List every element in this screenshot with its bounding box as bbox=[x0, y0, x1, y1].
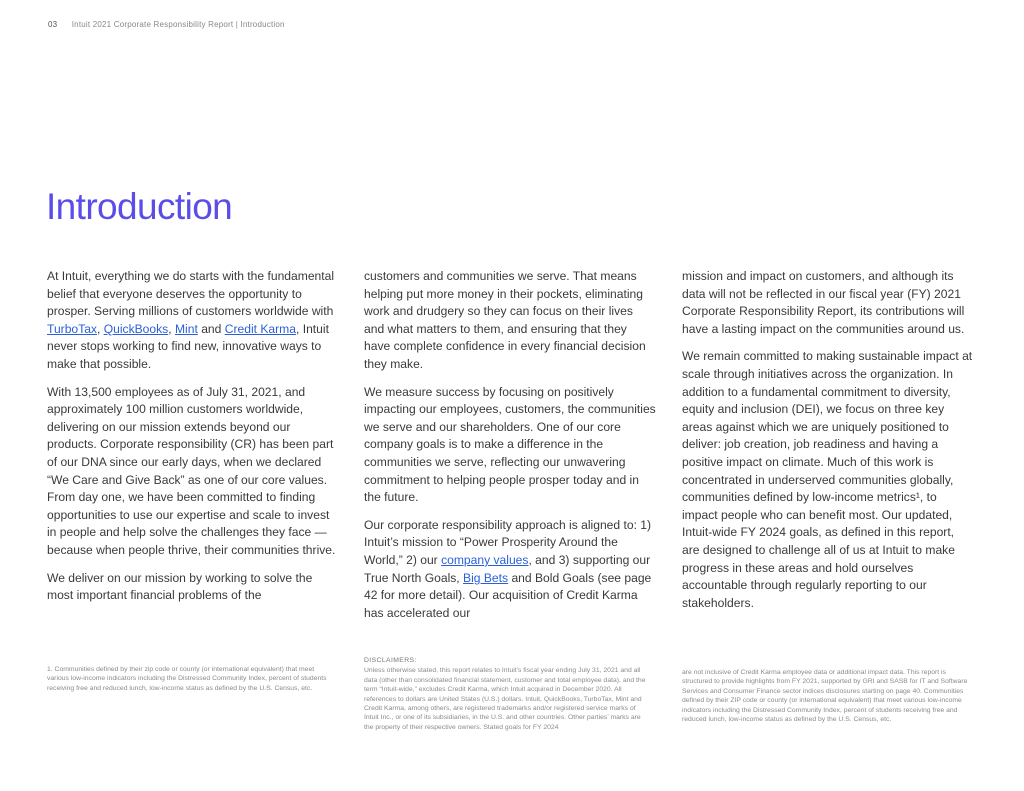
col1-p1-text-a: At Intuit, everything we do starts with the fundamental belief that everyone deserves the opportunity to prosper. Serving millions of customers worldwide with bbox=[47, 269, 335, 319]
disclaimers-block-2: are not inclusive of Credit Karma employee data or additional impact data. This report is structured to provide highlights from FY 2021, supported by GRI and SASB for IT and Software Services and Consumer Finance sector indices disclosures starting on page 40. Communities defined by their ZIP code or county (or international equivalent) that meet various low-income indicators including the Distressed Community Index, percent of students receiving free and reduced lunch, low-income status as defined by the U.S. Census, etc. bbox=[682, 669, 968, 724]
col2-p3-text-a: Our corporate responsibility approach is aligned to: 1) Intuit’s mission to “Power Prosperity Around the World,” 2) our bbox=[364, 517, 652, 567]
col1-paragraph-1 bbox=[47, 268, 339, 374]
column-2 bbox=[364, 268, 656, 632]
col1-p1-text-b: , Intuit never stops working to find new, innovative ways to make that possible. bbox=[47, 321, 329, 371]
col2-p3-text-c: and Bold Goals (see page 42 for more detail). Our acquisition of Credit Karma has accelerated our bbox=[364, 570, 652, 620]
col1-sep-1: , bbox=[96, 321, 104, 336]
turbotax-link[interactable]: TurboTax bbox=[47, 321, 97, 336]
col3-paragraph-1: mission and impact on customers, and although its data will not be reflected in our fiscal year (FY) 2021 Corporate Responsibility Report, its contributions will have a lasting impact on the communities around us. bbox=[682, 269, 965, 336]
page-number: 03 bbox=[48, 20, 58, 29]
col1-paragraph-3: We deliver on our mission by working to solve the most important financial problems of the bbox=[47, 570, 313, 603]
quickbooks-link[interactable]: QuickBooks bbox=[103, 321, 169, 336]
credit-karma-link[interactable]: Credit Karma bbox=[224, 321, 296, 336]
col3-paragraph-2: We remain committed to making sustainable impact at scale through initiatives across the organization. In addition to a fundamental commitment to diversity, equity and inclusion (DEI), we focus on three key areas against which we are uniquely positioned to deliver: job creation, job readiness and having a positive impact on climate. Much of this work is concentrated in underserved communities globally, communities defined by low-income metrics¹, to impact people who can benefit most. Our updated, Intuit-wide FY 2024 goals, as defined in this report, are designed to challenge all of us at Intuit to make progress in these areas and hold ourselves accountable through regularly reporting to our stakeholders. bbox=[682, 349, 973, 610]
big-bets-link[interactable]: Big Bets bbox=[463, 570, 509, 585]
page-title: Introduction bbox=[46, 186, 233, 227]
col2-paragraph-2: We measure success by focusing on positively impacting our employees, customers, the communities we serve and our shareholders. One of our core company goals is to make a difference in the communities we serve, reflecting our unwavering commitment to helping people prosper today and in the future. bbox=[364, 384, 656, 505]
header-text: Intuit 2021 Corporate Responsibility Report | Introduction bbox=[71, 20, 285, 29]
col2-paragraph-3 bbox=[364, 517, 656, 623]
disclaimers-block-1 bbox=[364, 656, 650, 732]
mint-link[interactable]: Mint bbox=[174, 321, 198, 336]
col1-sep-2: , bbox=[168, 321, 175, 336]
col1-sep-3: and bbox=[197, 321, 225, 336]
column-3 bbox=[682, 268, 974, 622]
col2-paragraph-1: customers and communities we serve. That means helping put more money in their pockets, eliminating work and drudgery so they can focus on their lives and what matters to them, and ensuring that they have complete confidence in every financial decision they make. bbox=[364, 269, 646, 371]
disclaimers-text-1: Unless otherwise stated, this report relates to Intuit’s fiscal year ending July 31, 2021 and all data (other than consolidated financial statement, customer and total employee data), and the term “Intuit-wide,” excludes Credit Karma, which Intuit acquired in December 2020. All references to dollars are United States (U.S.) dollars. Intuit, QuickBooks, TurboTax, Mint and Credit Karma, among others, are registered trademarks and/or registered service marks of Intuit Inc., or one of its subsidiaries, in the U.S. and other countries. Other parties’ marks are the property of their respective owners. Stated goals for FY 2024 bbox=[364, 667, 646, 731]
page-header bbox=[48, 20, 285, 29]
column-1 bbox=[47, 268, 339, 615]
col2-p3-text-b: , and 3) supporting our True North Goals, bbox=[364, 552, 651, 585]
col1-paragraph-2: With 13,500 employees as of July 31, 2021, and approximately 100 million customers worldwide, delivering on our mission extends beyond our products. Corporate responsibility (CR) has been part of our DNA since our early days, when we declared “We Care and Give Back” as one of our core values. From day one, we have been committed to finding opportunities to use our expertise and scale to invest in people and help solve the challenges they face — because when people thrive, their communities thrive. bbox=[47, 384, 336, 557]
disclaimers-heading: DISCLAIMERS: bbox=[364, 657, 417, 664]
company-values-link[interactable]: company values bbox=[441, 552, 529, 567]
footnote: 1. Communities defined by their zip code or county (or international equivalent) that meet various low-income indicators including the Distressed Community Index, percent of students receiving free and reduced lunch, low-income status as defined by the U.S. Census, etc. bbox=[47, 666, 327, 692]
